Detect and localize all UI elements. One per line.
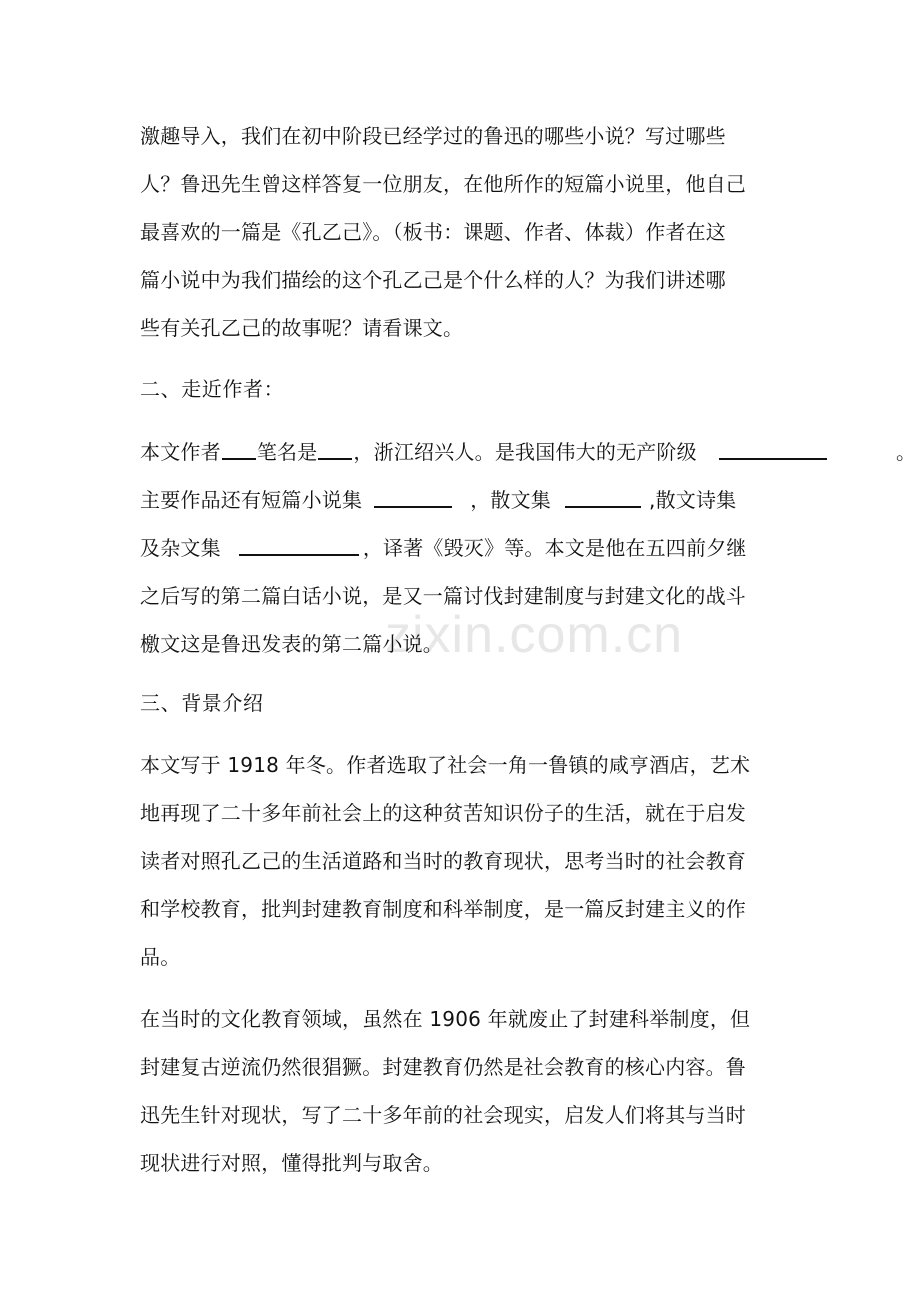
- author-name-blank[interactable]: [222, 438, 256, 460]
- background-p1-line-4: 和学校教育，批判封建教育制度和科举制度，是一篇反封建主义的作: [140, 897, 746, 921]
- background-p2-line-1: 在当时的文化教育领域，虽然在 1906 年就废止了封建科举制度，但: [140, 1007, 751, 1031]
- background-p1-line-2: 地再现了二十多年前社会上的这种贫苦知识份子的生活，就在于启发: [140, 801, 746, 825]
- background-p1-line-5: 品。: [140, 945, 181, 969]
- pen-name-blank[interactable]: [318, 438, 352, 460]
- intro-line-1: 激趣导入，我们在初中阶段已经学过的鲁迅的哪些小说？写过哪些: [140, 124, 726, 148]
- essay-collection-blank[interactable]: [565, 486, 641, 508]
- miscellany-blank[interactable]: [239, 534, 359, 556]
- section-heading-author: 二、走近作者：: [140, 377, 285, 401]
- author-line-2-text-a: 主要作品还有短篇小说集: [140, 488, 363, 512]
- author-line-3-text-b: ，译著《毁灭》等。本文是他在五四前夕继: [362, 536, 747, 560]
- author-line-3-text-a: 及杂文集: [140, 536, 221, 560]
- intro-line-5: 些有关孔乙己的故事呢？请看课文。: [140, 316, 464, 340]
- background-p2-line-4: 现状进行对照，懂得批判与取舍。: [140, 1151, 443, 1175]
- author-line-2-text-c: ,散文诗集: [649, 488, 737, 512]
- author-line-1: [140, 437, 780, 467]
- author-line-3: [140, 533, 780, 563]
- intro-line-3: 最喜欢的一篇是《孔乙己》。（板书：课题、作者、体裁）作者在这: [140, 220, 726, 244]
- novel-collection-blank[interactable]: [374, 486, 452, 508]
- watermark: zixin.com.cn: [385, 606, 684, 664]
- author-line-4: 之后写的第二篇白话小说，是又一篇讨伐封建制度与封建文化的战斗: [140, 584, 746, 608]
- author-line-1-text-c: ，浙江绍兴人。是我国伟大的无产阶级: [353, 440, 697, 464]
- background-p1-line-3: 读者对照孔乙己的生活道路和当时的教育现状，思考当时的社会教育: [140, 849, 746, 873]
- author-line-1-text-a: 本文作者: [140, 440, 221, 464]
- author-line-1-tail: 。: [896, 440, 916, 464]
- intro-line-4: 篇小说中为我们描绘的这个孔乙己是个什么样的人？为我们讲述哪: [140, 268, 726, 292]
- section-heading-background: 三、背景介绍: [140, 691, 264, 715]
- background-p1-line-1: 本文写于 1918 年冬。作者选取了社会一角一鲁镇的咸亨酒店，艺术: [140, 753, 751, 777]
- intro-line-2: 人？鲁迅先生曾这样答复一位朋友，在他所作的短篇小说里，他自己: [140, 172, 746, 196]
- background-p2-line-3: 迅先生针对现状，写了二十多年前的社会现实，启发人们将其与当时: [140, 1103, 746, 1127]
- author-line-2: [140, 485, 780, 515]
- author-line-1-text-b: 笔名是: [256, 440, 318, 464]
- author-line-5: 檄文这是鲁迅发表的第二篇小说。: [140, 632, 443, 656]
- author-line-2-text-b: ，散文集: [470, 488, 552, 512]
- background-p2-line-2: 封建复古逆流仍然很猖獗。封建教育仍然是社会教育的核心内容。鲁: [140, 1055, 746, 1079]
- identity-blank[interactable]: [719, 438, 827, 460]
